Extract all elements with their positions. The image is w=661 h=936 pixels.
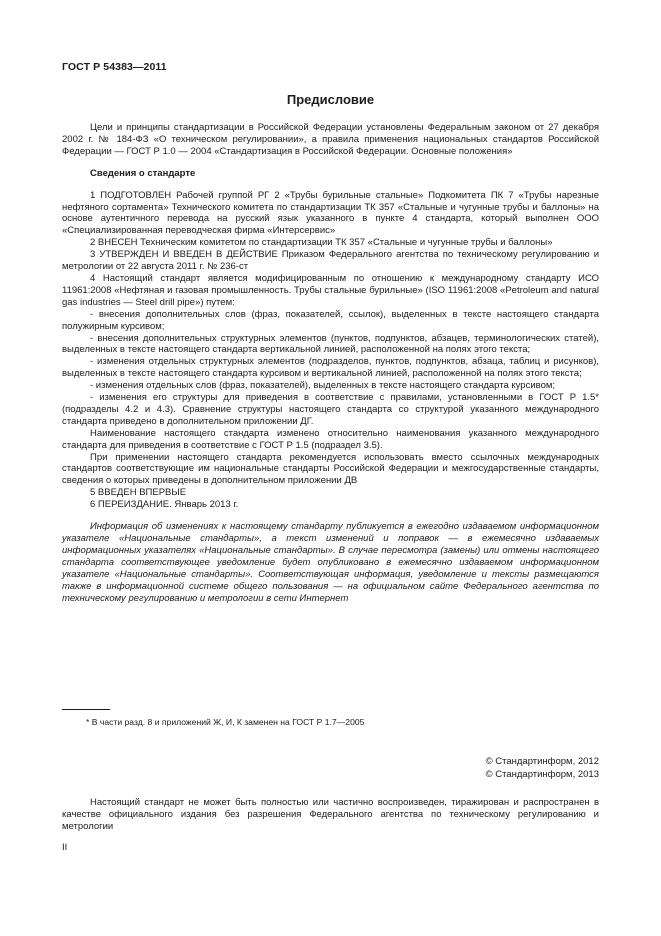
item-5: 5 ВВЕДЕН ВПЕРВЫЕ	[90, 487, 187, 499]
copyright-line: © Стандартинформ, 2012	[485, 756, 599, 767]
item-4-dash-2: - внесения дополнительных структурных элементов (пунктов, подпунктов, абзацев, терминологических статей), выделенных в тексте настоящего стандарта вертикальной линией, расположенной на полях этого текста;	[62, 332, 599, 356]
info-heading: Сведения о стандарте	[90, 167, 196, 179]
item-2: 2 ВНЕСЕН Техническим комитетом по стандартизации ТК 357 «Стальные и чугунные трубы и баллоны»	[90, 237, 553, 249]
item-3: 3 УТВЕРЖДЕН И ВВЕДЕН В ДЕЙСТВИЕ Приказом Федерального агентства по техническому регулированию и метрологии от 22 августа 2011 г. № 236-ст	[62, 249, 599, 273]
item-6: 6 ПЕРЕИЗДАНИЕ. Январь 2013 г.	[90, 499, 239, 511]
intro-paragraph: Цели и принципы стандартизации в Российской Федерации установлены Федеральным законом от 27 декабря 2002 г. № 184-ФЗ «О техническом регулировании», а правила применения национальных стандартов Российской Федерации — ГОСТ Р 1.0 — 2004 «Стандартизация в Российской Федерации. Основные положения»	[62, 122, 599, 157]
footnote: * В части разд. 8 и приложений Ж, И, К заменен на ГОСТ Р 1.7—2005	[86, 717, 365, 727]
item-4-dash-4: - изменения отдельных слов (фраз, показателей), выделенных в тексте настоящего стандарта курсивом;	[90, 380, 556, 392]
copyright-line: © Стандартинформ, 2013	[485, 769, 599, 780]
preface-body	[62, 122, 599, 604]
application-paragraph: При применении настоящего стандарта рекомендуется использовать вместо ссылочных международных стандартов соответствующие им национальные стандарты Российской Федерации и межгосударственные стандарты, сведения о которых приведены в дополнительном приложении ДВ	[62, 451, 599, 487]
footnote-divider	[62, 709, 110, 710]
item-4-dash-3: - изменения отдельных структурных элементов (подразделов, пунктов, подпунктов, абзаца, таблиц и рисунков), выделенных в тексте настоящего стандарта курсивом и вертикальной линией, расположенной на полях этого текста;	[62, 356, 599, 380]
notice-paragraph: Информация об изменениях к настоящему стандарту публикуется в ежегодно издаваемом информационном указателе «Национальные стандарты», а текст изменений и поправок — в ежемесячно издаваемых информационных указателях «Национальные стандарты». В случае пересмотра (замены) или отмены настоящего стандарта соответствующее уведомление будет опубликовано в ежемесячно издаваемом информационном указателе «Национальные стандарты». Соответствующая информация, уведомление и тексты размещаются также в информационной системе общего пользования — на официальном сайте Федерального агентства по техническому регулированию и метрологии в сети Интернет	[62, 521, 599, 604]
item-4: 4 Настоящий стандарт является модифицированным по отношению к международному стандарту ИСО 11961:2008 «Нефтяная и газовая промышленность. Трубы стальные бурильные» (ISO 11961:2008 «Petroleum and natural gas industries — Steel drill pipe») путем:	[62, 272, 599, 308]
reproduction-notice: Настоящий стандарт не может быть полностью или частично воспроизведен, тиражирован и распространен в качестве официального издания без разрешения Федерального агентства по техническому регулированию и метрологии	[62, 797, 599, 832]
item-4-dash-1: - внесения дополнительных слов (фраз, показателей, ссылок), выделенных в тексте настоящего стандарта полужирным курсивом;	[62, 308, 599, 332]
name-change-paragraph: Наименование настоящего стандарта изменено относительно наименования указанного международного стандарта для приведения в соответствие с ГОСТ Р 1.5 (подраздел 3.5).	[62, 427, 599, 451]
copyright-block	[486, 755, 599, 781]
page-title: Предисловие	[286, 92, 375, 107]
standard-id-header: ГОСТ Р 54383—2011	[62, 61, 167, 73]
page-number: II	[62, 842, 68, 853]
item-1: 1 ПОДГОТОВЛЕН Рабочей группой РГ 2 «Трубы бурильные стальные» Подкомитета ПК 7 «Трубы нарезные нефтяного сортамента» Технического комитета по стандартизации ТК 357 «Стальные и чугунные трубы и баллоны» на основе аутентичного перевода на русский язык указанного в пункте 4 стандарта, который выполнен ООО «Специализированная переводческая фирма «Интерсервис»	[62, 189, 599, 237]
item-4-dash-5: - изменения его структуры для приведения в соответствие с правилами, установленными в ГОСТ Р 1.5* (подразделы 4.2 и 4.3). Сравнение структуры настоящего стандарта со структурой указанного международного стандарта приведено в дополнительном приложении ДГ.	[62, 392, 599, 427]
